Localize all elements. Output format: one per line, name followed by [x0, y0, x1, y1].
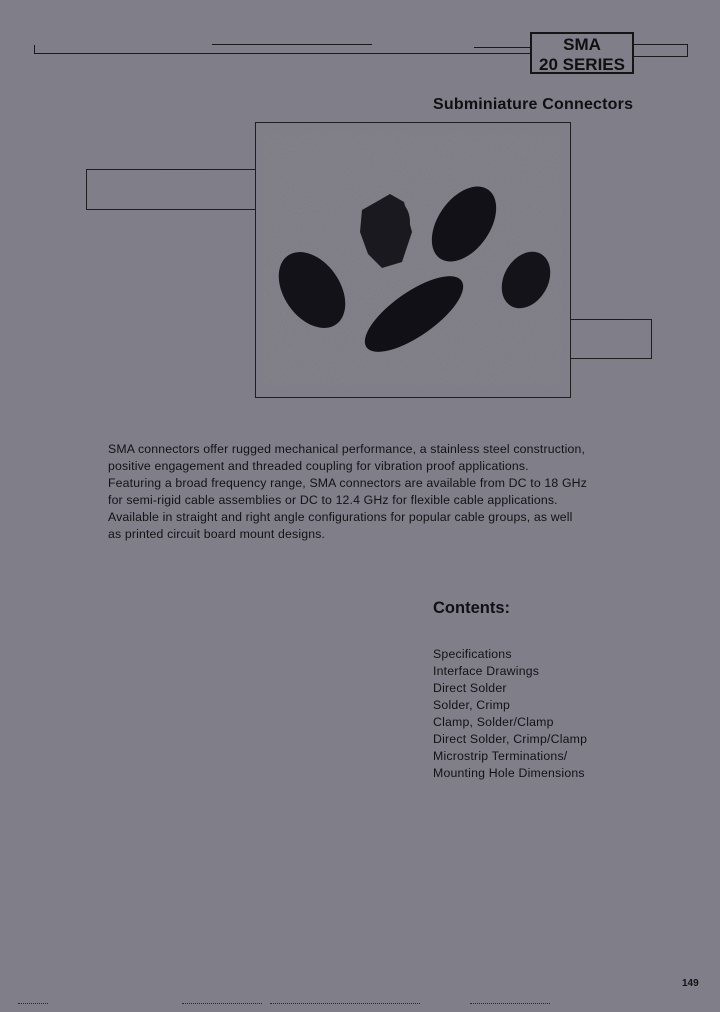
- callout-left-accent: [160, 169, 206, 170]
- page-number: 149: [682, 978, 699, 989]
- contents-item-specifications[interactable]: Specifications: [433, 647, 512, 661]
- scan-artifact-mid-2: [270, 1003, 420, 1004]
- header-rule-left-tick: [34, 45, 35, 54]
- badge-line-1: SMA: [563, 35, 601, 54]
- contents-item-microstrip-terminations[interactable]: Microstrip Terminations/: [433, 749, 568, 763]
- scan-artifact-mid: [182, 1003, 262, 1004]
- description-line: positive engagement and threaded coupling for vibration proof applications.: [108, 459, 529, 473]
- description-line: Available in straight and right angle configurations for popular cable groups, as well: [108, 510, 573, 524]
- description: [108, 441, 628, 543]
- scan-artifact-right: [470, 1003, 550, 1004]
- description-line: SMA connectors offer rugged mechanical performance, a stainless steel construction,: [108, 442, 586, 456]
- contents-list: [433, 646, 587, 782]
- description-line: Featuring a broad frequency range, SMA connectors are available from DC to 18 GHz: [108, 476, 587, 490]
- connectors-photo: [264, 132, 562, 386]
- contents-item-direct-solder-crimp-clamp[interactable]: Direct Solder, Crimp/Clamp: [433, 732, 588, 746]
- header-rule-accent-2: [474, 47, 530, 48]
- contents-item-solder-crimp[interactable]: Solder, Crimp: [433, 698, 511, 712]
- photo-callout-left: [86, 169, 256, 210]
- description-line: as printed circuit board mount designs.: [108, 527, 326, 541]
- header-rule: [34, 53, 530, 54]
- page-title: Subminiature Connectors: [433, 96, 634, 113]
- header-end-box: [634, 44, 688, 57]
- callout-right-accent: [600, 319, 626, 320]
- contents-item-interface-drawings[interactable]: Interface Drawings: [433, 664, 540, 678]
- series-badge: [530, 32, 634, 74]
- header-rule-accent: [212, 44, 372, 45]
- photo-callout-right: [570, 319, 652, 359]
- scan-artifact-left: [18, 1003, 48, 1004]
- contents-item-mounting-hole-dimensions[interactable]: Mounting Hole Dimensions: [433, 766, 585, 780]
- contents-item-direct-solder[interactable]: Direct Solder: [433, 681, 507, 695]
- badge-line-2: 20 SERIES: [539, 55, 625, 74]
- contents-item-clamp-solder-clamp[interactable]: Clamp, Solder/Clamp: [433, 715, 554, 729]
- description-line: for semi-rigid cable assemblies or DC to 12.4 GHz for flexible cable applications.: [108, 493, 558, 507]
- contents-heading: Contents:: [433, 599, 510, 617]
- connectors-illustration: [264, 132, 562, 386]
